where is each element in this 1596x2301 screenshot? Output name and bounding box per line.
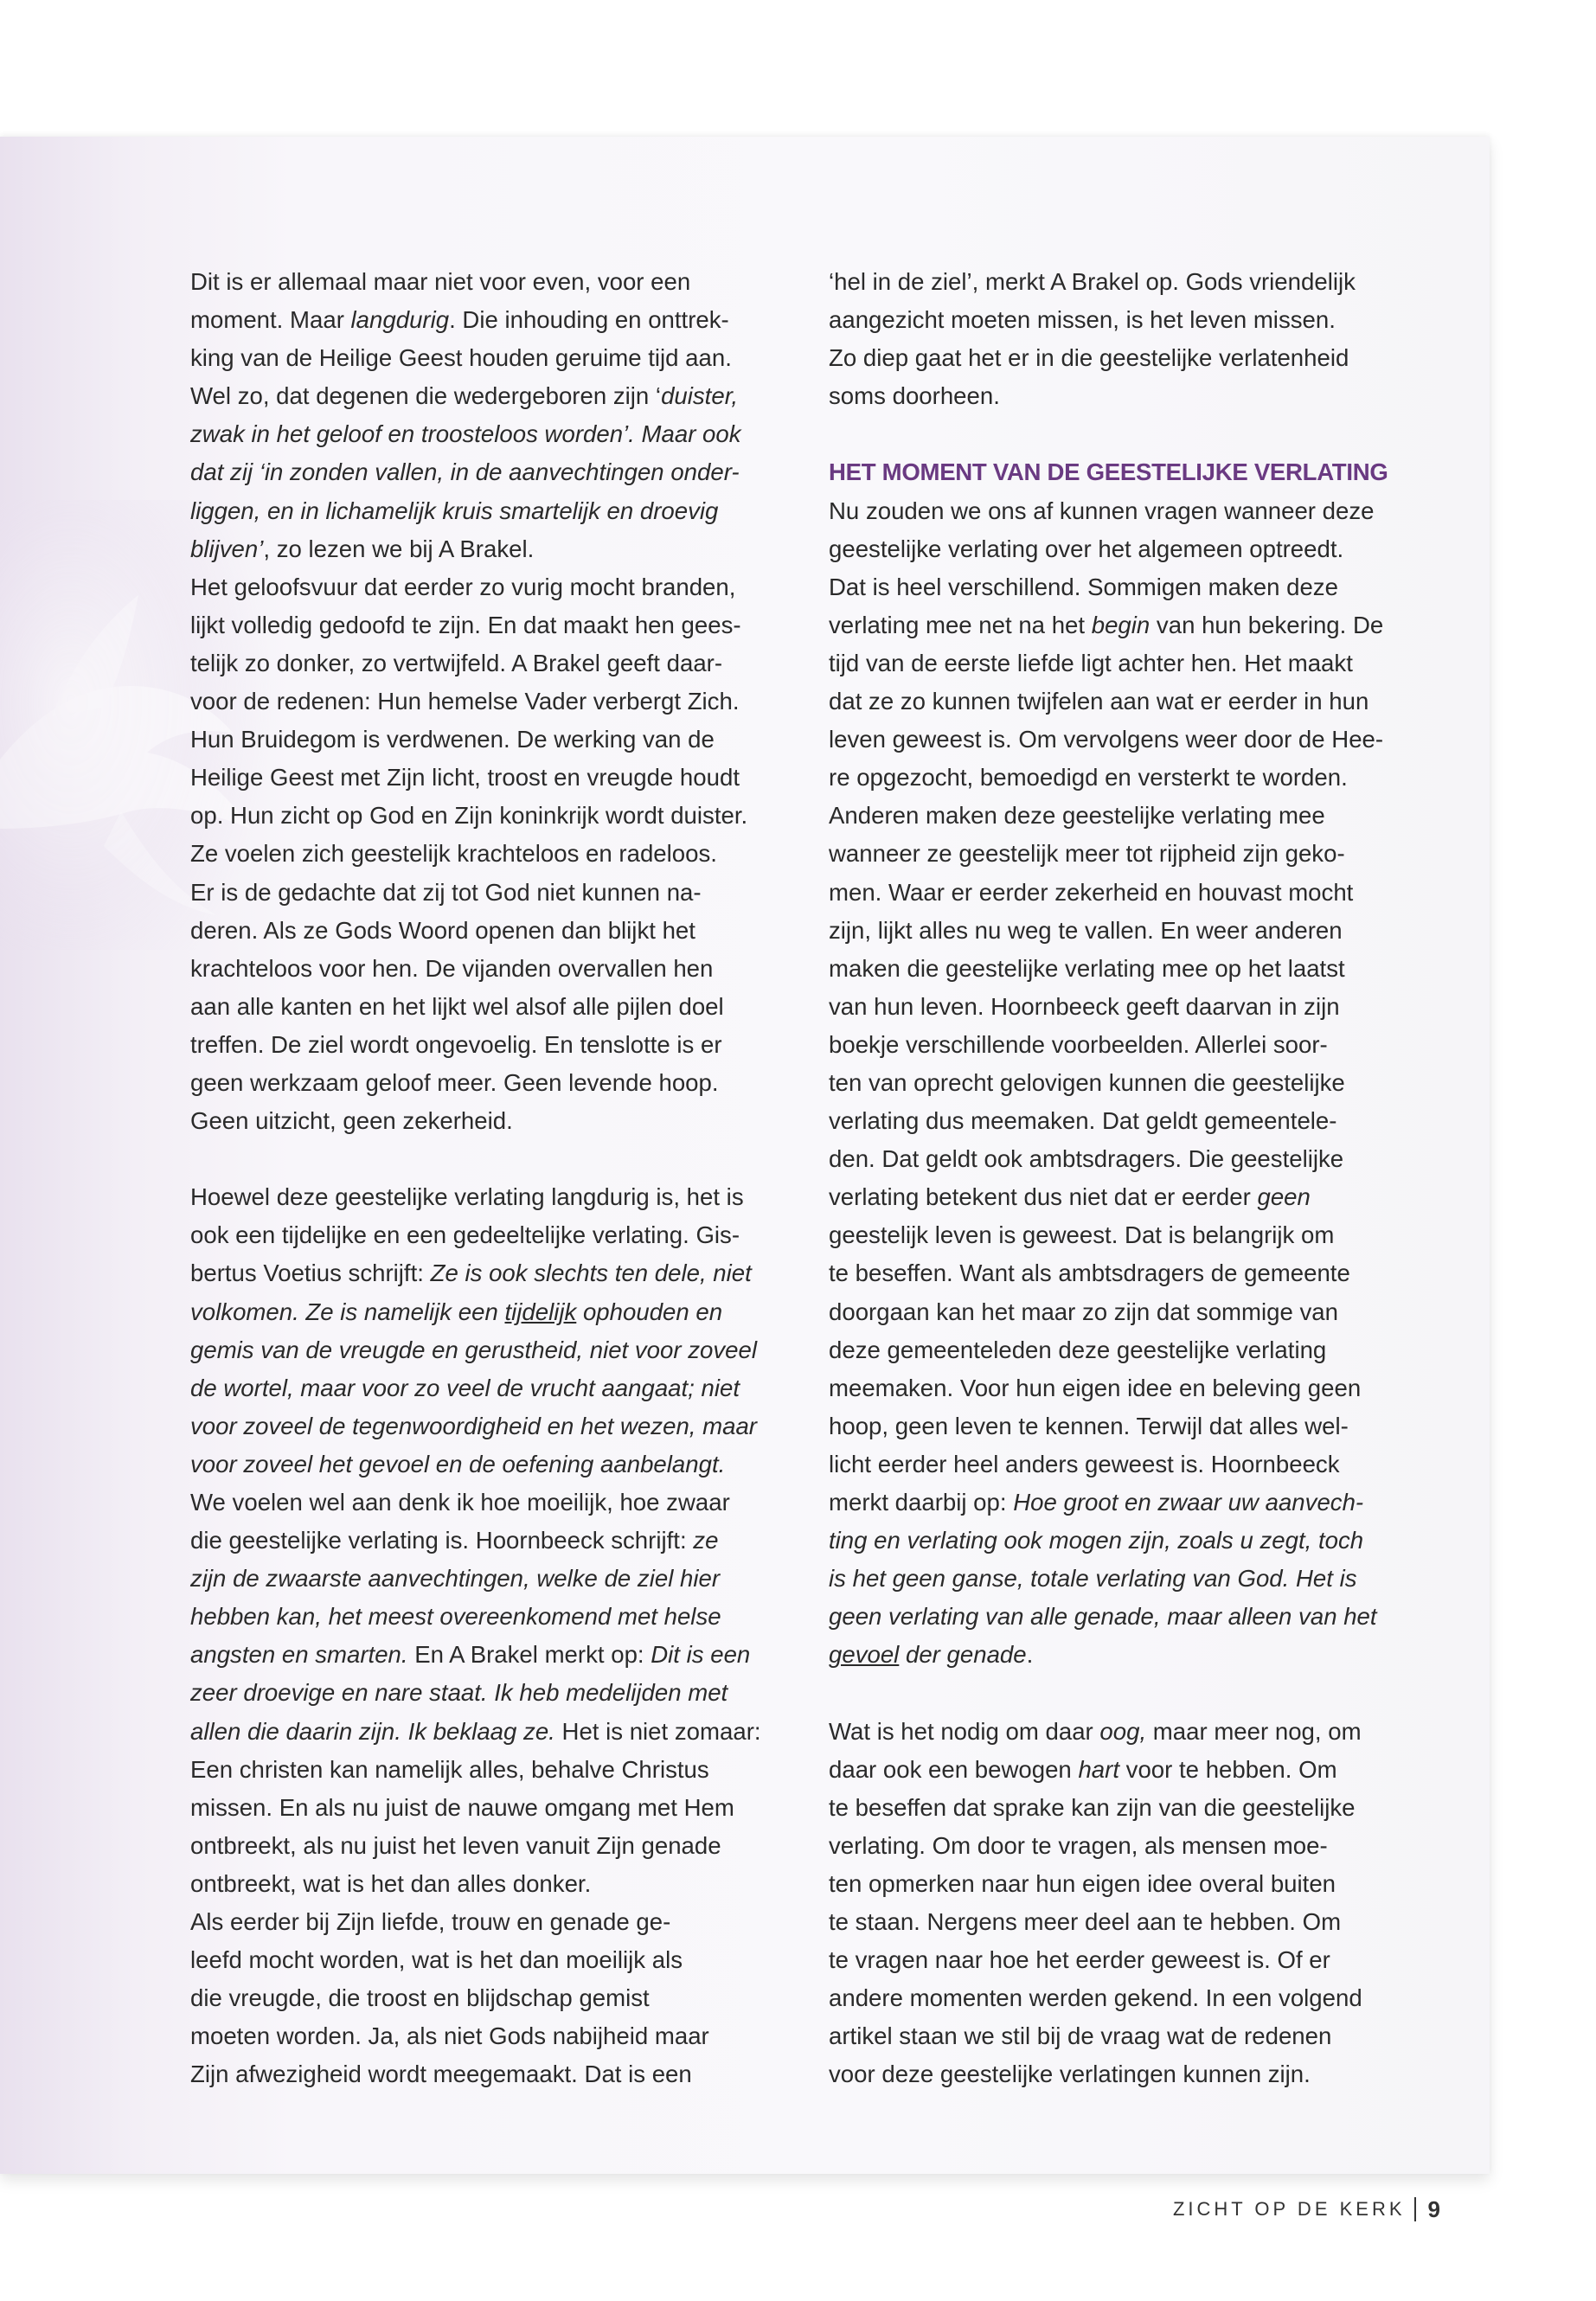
body-text: deren. Als ze Gods Woord openen dan blijkt het	[190, 916, 695, 944]
italic-text: angsten en smarten.	[190, 1641, 408, 1669]
text-line	[829, 1979, 1426, 2017]
body-text: ontbreekt, als nu juist het leven vanuit Zijn genade	[190, 1831, 721, 1859]
text-line	[190, 1254, 787, 1292]
body-text: te staan. Nergens meer deel aan te hebben. Om	[829, 1908, 1342, 1936]
text-line	[190, 1751, 787, 1789]
body-text: krachteloos voor hen. De vijanden overvallen hen	[190, 954, 714, 982]
text-line	[829, 721, 1426, 759]
text-line	[829, 1216, 1426, 1254]
text-line	[190, 1674, 787, 1712]
text-line	[190, 1178, 787, 1216]
body-text: dat ze zo kunnen twijfelen aan wat er eerder in hun	[829, 688, 1369, 715]
italic-text: der genade	[899, 1641, 1027, 1669]
italic-text: langdurig	[350, 306, 450, 334]
italic-text: Ze is ook slechts ten dele, niet	[430, 1259, 752, 1287]
text-line	[829, 1140, 1426, 1178]
italic-text: volkomen. Ze is namelijk een	[190, 1298, 505, 1325]
body-text: van hun bekering. De	[1150, 611, 1384, 638]
body-text: missen. En als nu juist de nauwe omgang met Hem	[190, 1793, 734, 1821]
text-line	[829, 339, 1426, 377]
text-line	[190, 1293, 787, 1331]
text-line	[190, 606, 787, 644]
text-line	[190, 415, 787, 453]
text-line	[190, 759, 787, 797]
text-line	[190, 1026, 787, 1064]
text-line	[829, 1178, 1426, 1216]
body-text: aangezicht moeten missen, is het leven missen.	[829, 306, 1336, 334]
italic-text: zijn de zwaarste aanvechtingen, welke de ziel hier	[190, 1565, 721, 1593]
text-line	[190, 912, 787, 950]
italic-text: zeer droevige en nare staat. Ik heb medelijden met	[190, 1679, 728, 1707]
text-line	[190, 1713, 787, 1751]
text-line	[829, 912, 1426, 950]
text-line	[829, 1484, 1426, 1522]
text-line	[829, 568, 1426, 606]
body-text: maar meer nog, om	[1146, 1717, 1362, 1745]
text-line	[829, 1598, 1426, 1636]
italic-text: Dit is een	[651, 1641, 751, 1669]
text-line	[829, 1751, 1426, 1789]
italic-text: gemis van de vreugde en gerustheid, niet voor zoveel	[190, 1336, 757, 1363]
text-line	[829, 2055, 1426, 2093]
italic-text: liggen, en in lichamelijk kruis smartelijk en droevig	[190, 497, 719, 524]
text-line	[829, 301, 1426, 339]
body-text: ontbreekt, wat is het dan alles donker.	[190, 1869, 592, 1897]
text-line	[190, 1064, 787, 1102]
paragraph-gap	[829, 1674, 1426, 1712]
text-line	[829, 1865, 1426, 1903]
heading-text: HET MOMENT VAN DE GEESTELIJKE VERLATING	[829, 458, 1388, 486]
text-line	[829, 874, 1426, 912]
body-text: Dit is er allemaal maar niet voor even, voor een	[190, 268, 691, 295]
italic-text: blijven’	[190, 535, 264, 562]
text-line	[190, 1827, 787, 1865]
body-text: Het geloofsvuur dat eerder zo vurig mocht branden,	[190, 573, 736, 600]
text-line	[829, 950, 1426, 988]
body-text: Hoewel deze geestelijke verlating langdurig is, het is	[190, 1183, 744, 1211]
body-text: Als eerder bij Zijn liefde, trouw en genade ge-	[190, 1908, 671, 1936]
text-line	[190, 797, 787, 835]
body-text: die geestelijke verlating is. Hoornbeeck schrijft:	[190, 1527, 694, 1554]
text-line	[190, 1941, 787, 1979]
paragraph-gap	[190, 1140, 787, 1178]
text-line	[190, 492, 787, 530]
body-text: voor te hebben. Om	[1119, 1755, 1337, 1783]
italic-text: dat zij ‘in zonden vallen, in de aanvechtingen onder-	[190, 458, 740, 486]
text-line	[190, 377, 787, 415]
body-text: , zo lezen we bij A Brakel.	[263, 535, 535, 562]
body-text: re opgezocht, bemoedigd en versterkt te worden.	[829, 764, 1348, 792]
text-line	[190, 1598, 787, 1636]
left-text-column	[190, 263, 787, 2094]
text-line	[190, 1369, 787, 1407]
text-line	[190, 683, 787, 721]
body-text: van hun leven. Hoornbeeck geeft daarvan in zijn	[829, 992, 1340, 1020]
body-text: geen werkzaam geloof meer. Geen levende hoop.	[190, 1068, 719, 1096]
body-text: hoop, geen leven te kennen. Terwijl dat alles wel-	[829, 1412, 1349, 1439]
italic-text: duister,	[661, 382, 739, 410]
text-line	[190, 568, 787, 606]
text-line	[829, 263, 1426, 301]
body-text: doorgaan kan het maar zo zijn dat sommige van	[829, 1298, 1338, 1325]
footer-divider	[1414, 2197, 1416, 2221]
body-text: leefd mocht worden, wat is het dan moeilijk als	[190, 1946, 683, 1974]
body-text: men. Waar er eerder zekerheid en houvast mocht	[829, 878, 1354, 906]
body-text: Zijn afwezigheid wordt meegemaakt. Dat is een	[190, 2061, 692, 2088]
body-text: verlating dus meemaken. Dat geldt gemeentele-	[829, 1107, 1337, 1135]
text-line	[829, 1293, 1426, 1331]
body-text: Heilige Geest met Zijn licht, troost en vreugde houdt	[190, 764, 740, 792]
text-line	[829, 797, 1426, 835]
body-text: aan alle kanten en het lijkt wel alsof alle pijlen doel	[190, 992, 724, 1020]
body-text: zijn, lijkt alles nu weg te vallen. En weer anderen	[829, 916, 1343, 944]
text-line	[190, 2055, 787, 2093]
text-line	[190, 988, 787, 1026]
body-text: daar ook een bewogen	[829, 1755, 1079, 1783]
text-line	[190, 950, 787, 988]
italic-text: oog,	[1099, 1717, 1147, 1745]
italic-text: hart	[1078, 1755, 1119, 1783]
body-text: lijkt volledig gedoofd te zijn. En dat maakt hen gees-	[190, 611, 741, 638]
page-number: 9	[1427, 2195, 1440, 2222]
body-text: .	[1026, 1641, 1034, 1669]
text-line	[190, 1903, 787, 1941]
text-line	[829, 1254, 1426, 1292]
text-line	[190, 530, 787, 568]
text-line	[190, 1445, 787, 1484]
italic-text: ophouden en	[576, 1298, 723, 1325]
text-line	[829, 1713, 1426, 1751]
italic-text: Hoe groot en zwaar uw aanvech-	[1013, 1489, 1364, 1516]
text-line	[829, 1636, 1426, 1674]
text-line	[190, 721, 787, 759]
italic-text: ting en verlating ook mogen zijn, zoals u zegt, toch	[829, 1527, 1364, 1554]
text-line	[829, 530, 1426, 568]
text-line	[829, 1522, 1426, 1560]
body-text: bertus Voetius schrijft:	[190, 1259, 431, 1287]
body-text: leven geweest is. Om vervolgens weer door de Hee-	[829, 726, 1384, 753]
italic-text: geen verlating van alle genade, maar alleen van het	[829, 1603, 1377, 1631]
italic-text: voor zoveel de tegenwoordigheid en het wezen, maar	[190, 1412, 758, 1439]
body-text: moeten worden. Ja, als niet Gods nabijheid maar	[190, 2022, 709, 2050]
body-text: Er is de gedachte dat zij tot God niet kunnen na-	[190, 878, 702, 906]
text-line	[829, 988, 1426, 1026]
text-line	[190, 1560, 787, 1598]
body-text: te beseffen dat sprake kan zijn van die geestelijke	[829, 1793, 1356, 1821]
text-line	[829, 1369, 1426, 1407]
text-line	[829, 606, 1426, 644]
italic-text: ze	[693, 1527, 719, 1554]
text-line	[829, 2017, 1426, 2055]
body-text: wanneer ze geestelijk meer tot rijpheid zijn geko-	[829, 840, 1345, 868]
body-text: king van de Heilige Geest houden geruime tijd aan.	[190, 344, 732, 372]
text-line	[829, 1941, 1426, 1979]
body-text: licht eerder heel anders geweest is. Hoornbeeck	[829, 1450, 1340, 1477]
text-line	[190, 263, 787, 301]
text-line	[829, 1331, 1426, 1369]
page-footer	[1173, 2192, 1440, 2227]
body-text: We voelen wel aan denk ik hoe moeilijk, hoe zwaar	[190, 1489, 730, 1516]
text-line	[829, 1789, 1426, 1827]
text-line	[829, 1903, 1426, 1941]
body-text: verlating. Om door te vragen, als mensen moe-	[829, 1831, 1328, 1859]
italic-text: geen	[1257, 1183, 1311, 1211]
text-line	[829, 644, 1426, 683]
text-line	[829, 1407, 1426, 1445]
text-line	[190, 1789, 787, 1827]
body-text: . Die inhouding en onttrek-	[449, 306, 729, 334]
body-text: die vreugde, die troost en blijdschap gemist	[190, 1984, 650, 2012]
body-text: meemaken. Voor hun eigen idee en beleving geen	[829, 1374, 1362, 1401]
text-line	[190, 835, 787, 873]
body-text: Het is niet zomaar:	[554, 1717, 761, 1745]
body-text: Wel zo, dat degenen die wedergeboren zijn ‘	[190, 382, 662, 410]
body-text: maken die geestelijke verlating mee op het laatst	[829, 954, 1345, 982]
body-text: ten opmerken naar hun eigen idee overal buiten	[829, 1869, 1336, 1897]
text-line	[190, 1102, 787, 1140]
body-text: tijd van de eerste liefde ligt achter hen. Het maakt	[829, 649, 1353, 676]
body-text: En A Brakel merkt op:	[407, 1641, 651, 1669]
text-line	[829, 1827, 1426, 1865]
magazine-title: ZICHT OP DE KERK	[1172, 2198, 1406, 2220]
body-text: moment. Maar	[190, 306, 351, 334]
text-line	[190, 453, 787, 491]
body-text: voor de redenen: Hun hemelse Vader verbergt Zich.	[190, 688, 740, 715]
section-heading	[829, 453, 1426, 491]
body-text: op. Hun zicht op God en Zijn koninkrijk wordt duister.	[190, 802, 748, 830]
italic-text: voor zoveel het gevoel en de oefening aanbelangt.	[190, 1450, 726, 1477]
text-line	[190, 339, 787, 377]
italic-text: gevoel	[829, 1641, 900, 1669]
body-text: te vragen naar hoe het eerder geweest is. Of er	[829, 1946, 1330, 1974]
text-line	[829, 1560, 1426, 1598]
text-line	[190, 301, 787, 339]
text-line	[190, 1636, 787, 1674]
body-text: treffen. De ziel wordt ongevoelig. En tenslotte is er	[190, 1030, 722, 1058]
text-line	[829, 492, 1426, 530]
body-text: geestelijk leven is geweest. Dat is belangrijk om	[829, 1221, 1335, 1249]
text-line	[829, 377, 1426, 415]
text-line	[829, 683, 1426, 721]
text-line	[190, 1522, 787, 1560]
body-text: te beseffen. Want als ambtsdragers de gemeente	[829, 1259, 1350, 1287]
italic-text: de wortel, maar voor zo veel de vrucht aangaat; niet	[190, 1374, 740, 1401]
text-line	[190, 1331, 787, 1369]
text-line	[829, 1445, 1426, 1484]
body-text: artikel staan we stil bij de vraag wat de redenen	[829, 2022, 1332, 2050]
text-line	[829, 1102, 1426, 1140]
body-text: verlating mee net na het	[829, 611, 1092, 638]
body-text: verlating betekent dus niet dat er eerder	[829, 1183, 1258, 1211]
text-line	[829, 759, 1426, 797]
body-text: Een christen kan namelijk alles, behalve Christus	[190, 1755, 709, 1783]
body-text: soms doorheen.	[829, 382, 1000, 410]
body-text: geestelijke verlating over het algemeen optreedt.	[829, 535, 1344, 562]
body-text: ook een tijdelijke en een gedeeltelijke verlating. Gis-	[190, 1221, 740, 1249]
text-line	[190, 874, 787, 912]
body-text: Geen uitzicht, geen zekerheid.	[190, 1107, 513, 1135]
body-text: boekje verschillende voorbeelden. Allerlei soor-	[829, 1030, 1328, 1058]
body-text: Dat is heel verschillend. Sommigen maken deze	[829, 573, 1338, 600]
body-text: Anderen maken deze geestelijke verlating mee	[829, 802, 1325, 830]
text-line	[190, 2017, 787, 2055]
text-line	[829, 835, 1426, 873]
text-line	[829, 1026, 1426, 1064]
body-text: andere momenten werden gekend. In een volgend	[829, 1984, 1362, 2012]
text-line	[190, 644, 787, 683]
text-line	[190, 1216, 787, 1254]
body-text: Ze voelen zich geestelijk krachteloos en radeloos.	[190, 840, 717, 868]
body-text: voor deze geestelijke verlatingen kunnen zijn.	[829, 2061, 1311, 2088]
body-text: deze gemeenteleden deze geestelijke verlating	[829, 1336, 1327, 1363]
body-text: ten van oprecht gelovigen kunnen die geestelijke	[829, 1068, 1345, 1096]
body-text: Wat is het nodig om daar	[829, 1717, 1100, 1745]
italic-text: hebben kan, het meest overeenkomend met helse	[190, 1603, 721, 1631]
body-text: merkt daarbij op:	[829, 1489, 1014, 1516]
text-line	[190, 1407, 787, 1445]
right-text-column	[829, 263, 1426, 2094]
body-text: den. Dat geldt ook ambtsdragers. Die geestelijke	[829, 1145, 1344, 1173]
text-line	[190, 1979, 787, 2017]
text-line	[190, 1484, 787, 1522]
text-line	[829, 1064, 1426, 1102]
body-text: Hun Bruidegom is verdwenen. De werking van de	[190, 726, 715, 753]
italic-text: allen die daarin zijn. Ik beklaag ze.	[190, 1717, 555, 1745]
body-text: Nu zouden we ons af kunnen vragen wanneer deze	[829, 497, 1375, 524]
paragraph-gap	[829, 415, 1426, 453]
body-text: ‘hel in de ziel’, merkt A Brakel op. Gods vriendelijk	[829, 268, 1356, 295]
text-line	[190, 1865, 787, 1903]
italic-text: begin	[1091, 611, 1151, 638]
body-text: Zo diep gaat het er in die geestelijke verlatenheid	[829, 344, 1349, 372]
italic-text: zwak in het geloof en troosteloos worden’. Maar ook	[190, 420, 741, 448]
body-text: telijk zo donker, zo vertwijfeld. A Brakel geeft daar-	[190, 649, 723, 676]
italic-text: is het geen ganse, totale verlating van God. Het is	[829, 1565, 1357, 1593]
italic-text: tijdelijk	[504, 1298, 577, 1325]
